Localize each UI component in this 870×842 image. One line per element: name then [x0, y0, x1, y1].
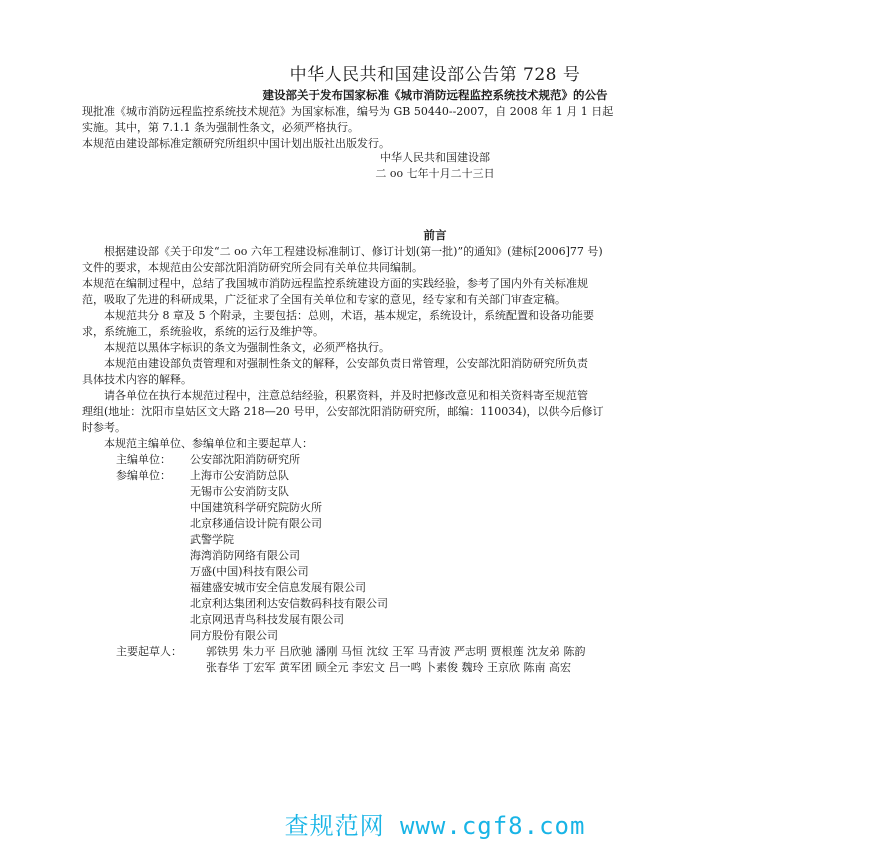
- chief-unit: 公安部沈阳消防研究所: [190, 453, 300, 466]
- participant-label: 参编单位：: [116, 469, 171, 482]
- announcement-line: 实施。其中，第 7.1.1 条为强制性条文，必须严格执行。: [82, 121, 359, 134]
- announcement-line: 本规范由建设部标准定额研究所组织中国计划出版社出版发行。: [82, 137, 390, 150]
- foreword-line: 文件的要求，本规范由公安部沈阳消防研究所会同有关单位共同编制。: [82, 261, 423, 274]
- foreword-line: 时参考。: [82, 421, 126, 434]
- participant-item: 同方股份有限公司: [190, 629, 278, 642]
- participant-item: 万盛(中国)科技有限公司: [190, 565, 309, 578]
- foreword-line: 本规范共分 8 章及 5 个附录，主要包括：总则，术语，基本规定，系统设计，系统配置和设备功能要: [104, 309, 594, 322]
- foreword-line: 根据建设部《关于印发“二 oo 六年工程建设标准制订、修订计划(第一批)”的通知》(建标[2006]77 号): [104, 245, 603, 258]
- participant-item: 武警学院: [190, 533, 234, 546]
- foreword-line: 本规范在编制过程中，总结了我国城市消防远程监控系统建设方面的实践经验，参考了国内外有关标准规: [82, 277, 588, 290]
- announcement-subtitle: 建设部关于发布国家标准《城市消防远程监控系统技术规范》的公告: [262, 88, 608, 102]
- drafters-line: 张春华 丁宏军 黄军团 顾全元 李宏文 吕一鸣 卜素俊 魏玲 王京欣 陈南 高宏: [206, 661, 571, 674]
- foreword-line: 求，系统施工，系统验收，系统的运行及维护等。: [82, 325, 324, 338]
- announcement-title: 中华人民共和国建设部公告第 728 号: [289, 65, 581, 85]
- foreword-heading: 前言: [423, 228, 447, 242]
- site-watermark: 查规范网 www.cgf8.com: [284, 812, 586, 840]
- announcement-issuer: 中华人民共和国建设部: [380, 151, 490, 164]
- announcement-line: 现批准《城市消防远程监控系统技术规范》为国家标准，编号为 GB 50440--2007，自 2008 年 1 月 1 日起: [82, 105, 614, 118]
- participant-item: 福建盛安城市安全信息发展有限公司: [190, 581, 366, 594]
- foreword-line: 请各单位在执行本规范过程中，注意总结经验，积累资料，并及时把修改意见和相关资料寄至规范管: [104, 389, 588, 402]
- announcement-date: 二 oo 七年十月二十三日: [375, 167, 495, 180]
- participant-item: 海湾消防网络有限公司: [190, 549, 300, 562]
- participant-item: 无锡市公安消防支队: [190, 485, 289, 498]
- drafters-line: 郭铁男 朱力平 吕欣驰 潘刚 马恒 沈纹 王军 马青波 严志明 贾根莲 沈友弟 陈韵: [206, 645, 586, 658]
- foreword-line: 本规范以黑体字标识的条文为强制性条文，必须严格执行。: [104, 341, 390, 354]
- foreword-line: 范，吸取了先进的科研成果，广泛征求了全国有关单位和专家的意见，经专家和有关部门审查定稿。: [82, 293, 566, 306]
- chief-unit-label: 主编单位：: [116, 453, 171, 466]
- foreword-line: 本规范由建设部负责管理和对强制性条文的解释，公安部负责日常管理，公安部沈阳消防研究所负责: [104, 357, 588, 370]
- foreword-line: 本规范主编单位、参编单位和主要起草人：: [104, 437, 313, 450]
- foreword-line: 理组(地址：沈阳市皇姑区文大路 218—20 号甲，公安部沈阳消防研究所，邮编：110034)，以供今后修订: [82, 405, 604, 418]
- participant-item: 上海市公安消防总队: [190, 469, 289, 482]
- participant-item: 北京利达集团利达安信数码科技有限公司: [190, 597, 388, 610]
- drafters-label: 主要起草人：: [116, 645, 182, 658]
- participant-item: 中国建筑科学研究院防火所: [190, 501, 322, 514]
- participant-item: 北京网迅青鸟科技发展有限公司: [190, 613, 344, 626]
- participant-item: 北京移通信设计院有限公司: [190, 517, 322, 530]
- foreword-line: 具体技术内容的解释。: [82, 373, 192, 386]
